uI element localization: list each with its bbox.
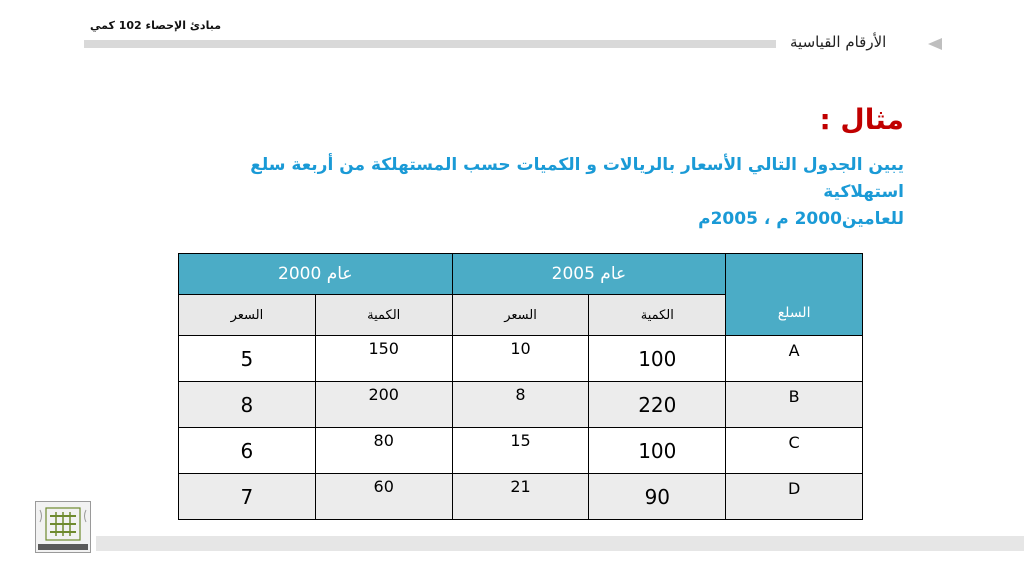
year-2005-header: عام 2005 [452,254,726,295]
example-title: مثال : [819,103,904,136]
header-divider-bar [84,40,776,48]
section-title: الأرقام القياسية [790,33,887,51]
table-header-row [179,254,863,295]
table-row [179,382,863,428]
table-row [179,336,863,382]
quantity-2005-cell: 100 [589,336,726,382]
table-row [179,428,863,474]
description-line-1: يبين الجدول التالي الأسعار بالريالات و الكميات حسب المستهلكة من أربعة سلع استهلاكية [250,155,904,202]
course-name: مبادئ الإحصاء 102 كمي [90,19,222,32]
price-2005-header: السعر [452,295,589,336]
triangle-left-icon [928,38,942,50]
description-line-2: للعامين2000 م ، 2005م [698,209,904,229]
quantity-2005-header: الكمية [589,295,726,336]
university-logo-icon [35,501,91,553]
quantity-2005-cell: 220 [589,382,726,428]
item-cell: D [726,474,863,520]
price-2005-cell: 15 [452,428,589,474]
price-2005-cell: 8 [452,382,589,428]
item-cell: A [726,336,863,382]
price-2000-header: السعر [179,295,316,336]
quantity-2005-cell: 90 [589,474,726,520]
quantity-2000-cell: 60 [315,474,452,520]
quantity-2000-cell: 80 [315,428,452,474]
price-2000-cell: 8 [179,382,316,428]
item-cell: B [726,382,863,428]
item-cell: C [726,428,863,474]
price-2005-cell: 21 [452,474,589,520]
price-2000-cell: 5 [179,336,316,382]
quantity-2005-cell: 100 [589,428,726,474]
price-2000-cell: 6 [179,428,316,474]
price-2000-cell: 7 [179,474,316,520]
items-header: السلع [726,254,863,336]
quantity-2000-cell: 200 [315,382,452,428]
footer-bar [96,536,1024,551]
example-description [164,152,904,233]
quantity-2000-header: الكمية [315,295,452,336]
price-2005-cell: 10 [452,336,589,382]
table-row [179,474,863,520]
prices-quantities-table [178,253,863,520]
year-2000-header: عام 2000 [179,254,453,295]
quantity-2000-cell: 150 [315,336,452,382]
